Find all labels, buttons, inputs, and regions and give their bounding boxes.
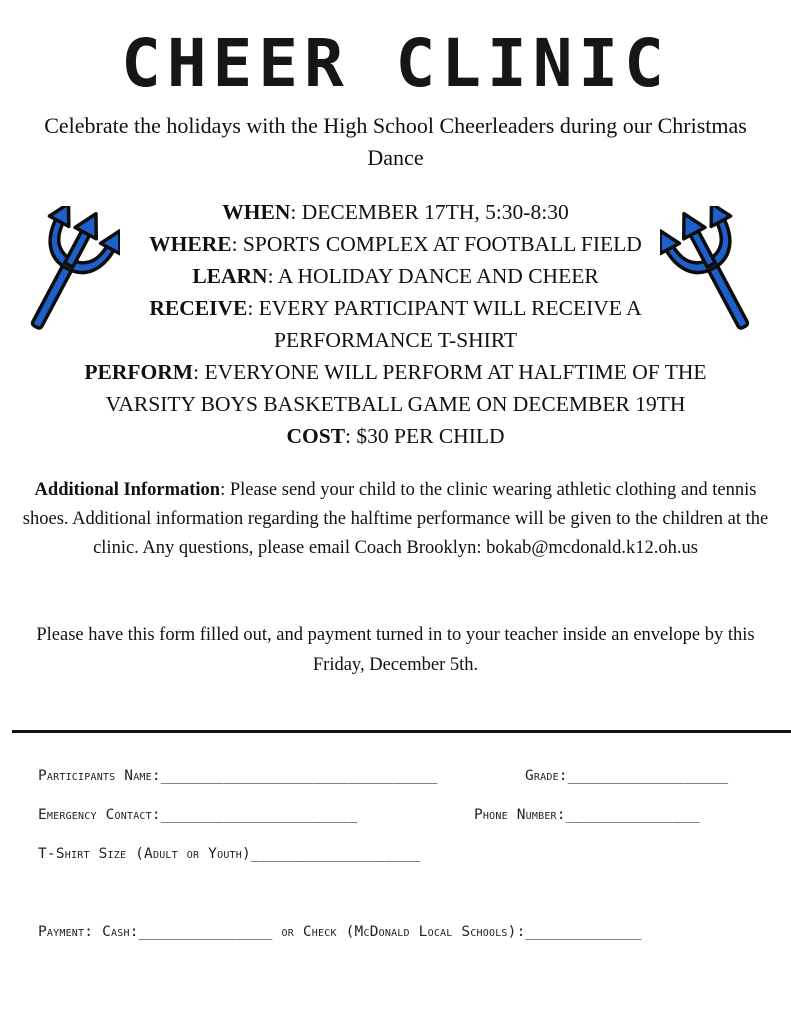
where-value: : SPORTS COMPLEX AT FOOTBALL FIELD [231, 232, 642, 256]
perform-value: : EVERYONE WILL PERFORM AT HALFTIME OF THE VARSITY BOYS BASKETBALL GAME ON DECEMBER 19TH [105, 360, 707, 416]
emergency-contact-field[interactable]: Emergency Contact:______________________ [38, 807, 358, 823]
cost-value: : $30 PER CHILD [345, 424, 505, 448]
cost-line [20, 420, 771, 452]
participant-name-field[interactable]: Participants Name:_______________________________ [38, 768, 438, 784]
additional-text: : Please send your child to the clinic wearing athletic clothing and tennis shoes. Additional information regarding the halftime performance will be given to the children at the clinic. Any questions, please email Coach Brooklyn: bokab@mcdonald.k12.oh.us [22, 480, 769, 558]
when-value: : DECEMBER 17TH, 5:30-8:30 [290, 200, 569, 224]
learn-value: : A HOLIDAY DANCE AND CHEER [267, 264, 599, 288]
receive-label: RECEIVE [149, 296, 248, 320]
receive-line [20, 292, 771, 356]
additional-information [18, 476, 773, 563]
where-line [20, 228, 771, 260]
page-title: CHEER CLINIC [121, 25, 670, 102]
when-line [20, 196, 771, 228]
learn-label: LEARN [192, 264, 268, 288]
tshirt-size-field[interactable]: T-Shirt Size (Adult or Youth)___________________ [38, 846, 421, 862]
payment-field[interactable]: Payment: Cash:_______________ or Check (McDonald Local Schools):_____________ [38, 924, 642, 940]
subtitle: Celebrate the holidays with the High School Cheerleaders during our Christmas Dance [44, 113, 747, 170]
cost-label: COST [286, 424, 346, 448]
receive-value: : EVERY PARTICIPANT WILL RECEIVE A PERFORMANCE T-SHIRT [247, 296, 642, 352]
perform-label: PERFORM [84, 360, 194, 384]
phone-number-field[interactable]: Phone Number:_______________ [474, 807, 700, 823]
perform-line [20, 356, 771, 420]
when-label: WHEN [222, 200, 291, 224]
where-label: WHERE [149, 232, 232, 256]
learn-line [20, 260, 771, 292]
grade-field[interactable]: Grade:__________________ [525, 768, 729, 784]
additional-label: Additional Information [34, 480, 221, 500]
divider [12, 730, 791, 733]
deadline-notice: Please have this form filled out, and payment turned in to your teacher inside an envelope by this Friday, December 5th. [36, 625, 755, 675]
event-details [20, 196, 771, 452]
